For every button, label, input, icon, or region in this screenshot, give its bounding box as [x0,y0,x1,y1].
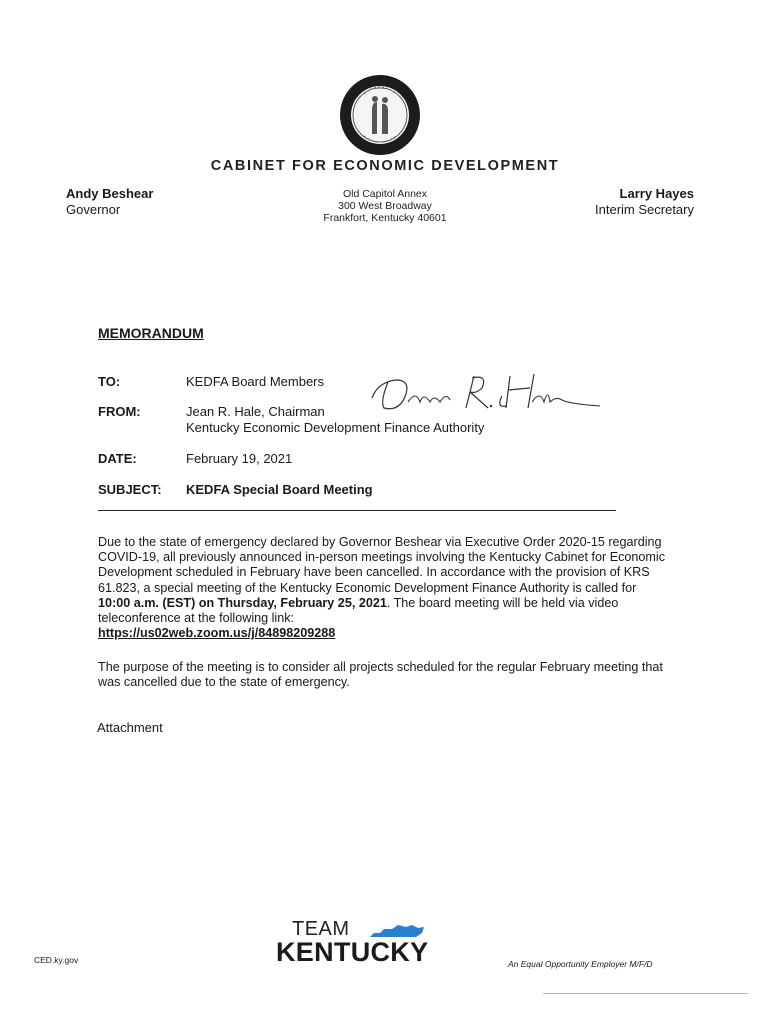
footer-divider [543,993,748,994]
logo-team-text: TEAM [292,918,350,940]
equal-opportunity-statement: An Equal Opportunity Employer M/F/D [508,959,653,969]
zoom-meeting-link[interactable]: https://us02web.zoom.us/j/84898209288 [98,626,336,641]
secretary-block [595,186,694,218]
address-line-2: 300 West Broadway [338,200,432,212]
body-paragraph-2: The purpose of the meeting is to consider all projects scheduled for the regular February meeting that was cancelled due to the state of emergency. [98,660,663,690]
governor-title: Governor [66,202,121,217]
cabinet-title: CABINET FOR ECONOMIC DEVELOPMENT [210,158,560,174]
secretary-title: Interim Secretary [595,202,694,217]
from-value-line-2: Kentucky Economic Development Finance Authority [186,420,485,435]
from-value-line-1: Jean R. Hale, Chairman [186,404,325,419]
memo-title: MEMORANDUM [98,325,204,341]
header-divider [98,510,616,511]
address-line-1: Old Capitol Annex [342,188,428,200]
kentucky-state-seal [339,74,421,156]
team-kentucky-logo [262,918,444,968]
body-p1-text-1: Due to the state of emergency declared by Governor Beshear via Executive Order 2020-15 regarding COVID-19, all previously announced in-person meetings involving the Kentucky Cabinet for Economic Development scheduled in February have been cancelled. In accordance with the provision of KRS 61.823, a special meeting of the Kentucky Economic Development Finance Authority is called for [98,535,666,595]
date-label: DATE: [98,451,137,466]
subject-label: SUBJECT: [98,482,162,497]
body-p1-meeting-time: 10:00 a.m. (EST) on Thursday, February 25, 2021 [98,595,387,610]
governor-name: Andy Beshear [66,186,154,201]
body-paragraph-1 [98,535,670,641]
website-url[interactable]: CED.ky.gov [34,955,79,965]
logo-kentucky-text: KENTUCKY [276,937,429,967]
from-label: FROM: [98,404,141,419]
secretary-name: Larry Hayes [619,186,694,201]
date-value: February 19, 2021 [186,451,293,466]
to-label: TO: [98,374,121,389]
attachment-label: Attachment [97,720,163,735]
to-value: KEDFA Board Members [186,374,324,389]
subject-value: KEDFA Special Board Meeting [186,482,373,497]
address-line-3: Frankfort, Kentucky 40601 [323,212,447,224]
signature [370,368,610,423]
body-p1-text-2: . The board meeting will be held via video teleconference at the following link: [98,595,619,626]
